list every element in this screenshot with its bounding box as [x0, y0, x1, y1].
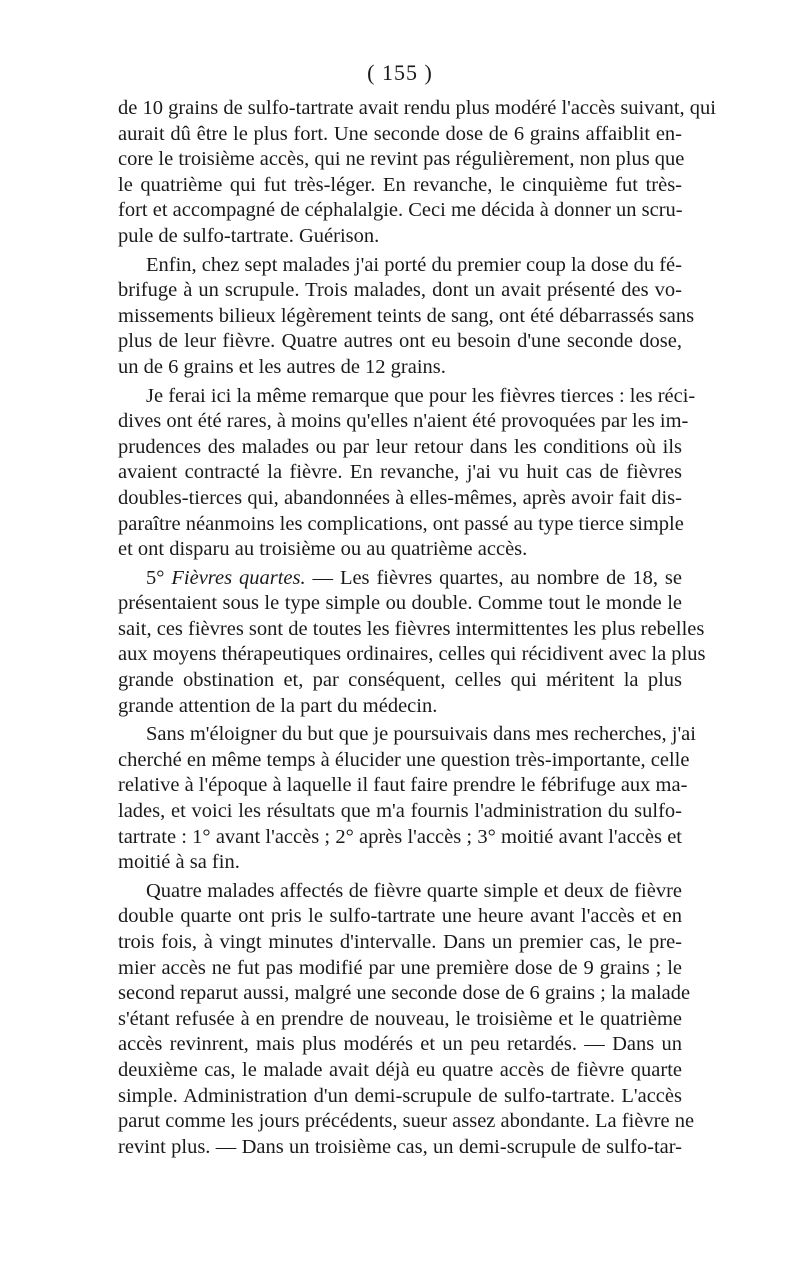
text-line: sait, ces fièvres sont de toutes les fièvres intermittentes les plus rebelles [118, 617, 705, 640]
text-line: cherché en même temps à élucider une question très-importante, celle [118, 748, 690, 771]
paragraph [118, 96, 716, 250]
paragraph [118, 253, 695, 381]
text-line: deuxième cas, le malade avait déjà eu quatre accès de fièvre quarte [118, 1058, 682, 1081]
text-fragment: — Les fièvres quartes, au nombre de 18, se [305, 566, 683, 589]
text-line: moitié à sa fin. [118, 851, 240, 874]
text-line: pule de sulfo-tartrate. Guérison. [118, 224, 380, 247]
text-line: plus de leur fièvre. Quatre autres ont eu besoin d'une seconde dose, [118, 330, 682, 353]
paragraph [118, 566, 706, 720]
text-line: un de 6 grains et les autres de 12 grains. [118, 355, 446, 378]
text-line: parut comme les jours précédents, sueur assez abondante. La fièvre ne [118, 1110, 695, 1133]
text-line: prudences des malades ou par leur retour dans les conditions où ils [118, 435, 682, 458]
text-line: le quatrième qui fut très-léger. En revanche, le cinquième fut très- [118, 173, 682, 196]
text-line: s'étant refusée à en prendre de nouveau, le troisième et le quatrième [118, 1007, 682, 1030]
paragraph [118, 384, 696, 563]
text-line: accès revinrent, mais plus modérés et un peu retardés. — Dans un [118, 1033, 682, 1056]
text-line: doubles-tierces qui, abandonnées à elles-mêmes, après avoir fait dis- [118, 486, 682, 509]
text-line: grande obstination et, par conséquent, celles qui méritent la plus [118, 669, 682, 692]
section-number: 5° [146, 566, 165, 589]
text-line: Sans m'éloigner du but que je poursuivais dans mes recherches, j'ai [146, 723, 696, 746]
text-line: revint plus. — Dans un troisième cas, un demi-scrupule de sulfo-tar- [118, 1135, 682, 1158]
text-line: simple. Administration d'un demi-scrupule de sulfo-tartrate. L'accès [118, 1084, 682, 1107]
text-line: brifuge à un scrupule. Trois malades, dont un avait présenté des vo- [118, 279, 682, 302]
text-line: paraître néanmoins les complications, ont passé au type tierce simple [118, 512, 684, 535]
text-line: trois fois, à vingt minutes d'intervalle. Dans un premier cas, le pre- [118, 931, 682, 953]
paragraph [118, 722, 696, 876]
text-line: avaient contracté la fièvre. En revanche, j'ai vu huit cas de fièvres [118, 461, 682, 484]
text-line: relative à l'époque à laquelle il faut faire prendre le fébrifuge aux ma- [118, 774, 688, 797]
text-line: tartrate : 1° avant l'accès ; 2° après l'accès ; 3° moitié avant l'accès et [118, 825, 682, 848]
body-text [118, 96, 716, 1160]
text-line: Je ferai ici la même remarque que pour les fièvres tierces : les réci- [146, 384, 696, 407]
text-line: aurait dû être le plus fort. Une seconde dose de 6 grains affaiblit en- [118, 122, 682, 145]
text-line: Quatre malades affectés de fièvre quarte simple et deux de fièvre [146, 879, 682, 902]
text-line: core le troisième accès, qui ne revint pas régulièrement, non plus que [118, 148, 685, 171]
text-line: lades, et voici les résultats que m'a fournis l'administration du sulfo- [118, 800, 682, 823]
text-line: mier accès ne fut pas modifié par une première dose de 9 grains ; le [118, 956, 682, 979]
text-line: fort et accompagné de céphalalgie. Ceci me décida à donner un scru- [118, 199, 683, 222]
page-number: ( 155 ) [367, 60, 433, 85]
text-line: second reparut aussi, malgré une seconde dose de 6 grains ; la malade [118, 982, 691, 1005]
text-line: et ont disparu au troisième ou au quatrième accès. [118, 538, 528, 561]
text-line: missements bilieux légèrement teints de sang, ont été débarrassés sans [118, 304, 695, 327]
text-line: double quarte ont pris le sulfo-tartrate une heure avant l'accès et en [118, 905, 682, 928]
section-title: Fièvres quartes. [171, 566, 306, 589]
text-line: Enfin, chez sept malades j'ai porté du premier coup la dose du fé- [146, 253, 682, 276]
text-line: grande attention de la part du médecin. [118, 694, 438, 717]
text-line: dives ont été rares, à moins qu'elles n'aient été provoquées par les im- [118, 410, 689, 433]
text-line: de 10 grains de sulfo-tartrate avait rendu plus modéré l'accès suivant, qui [118, 97, 716, 119]
paragraph [118, 879, 695, 1161]
text-line: présentaient sous le type simple ou double. Comme tout le monde le [118, 592, 682, 615]
section-heading-line [118, 566, 682, 592]
text-line: aux moyens thérapeutiques ordinaires, celles qui récidivent avec la plus [118, 643, 706, 666]
